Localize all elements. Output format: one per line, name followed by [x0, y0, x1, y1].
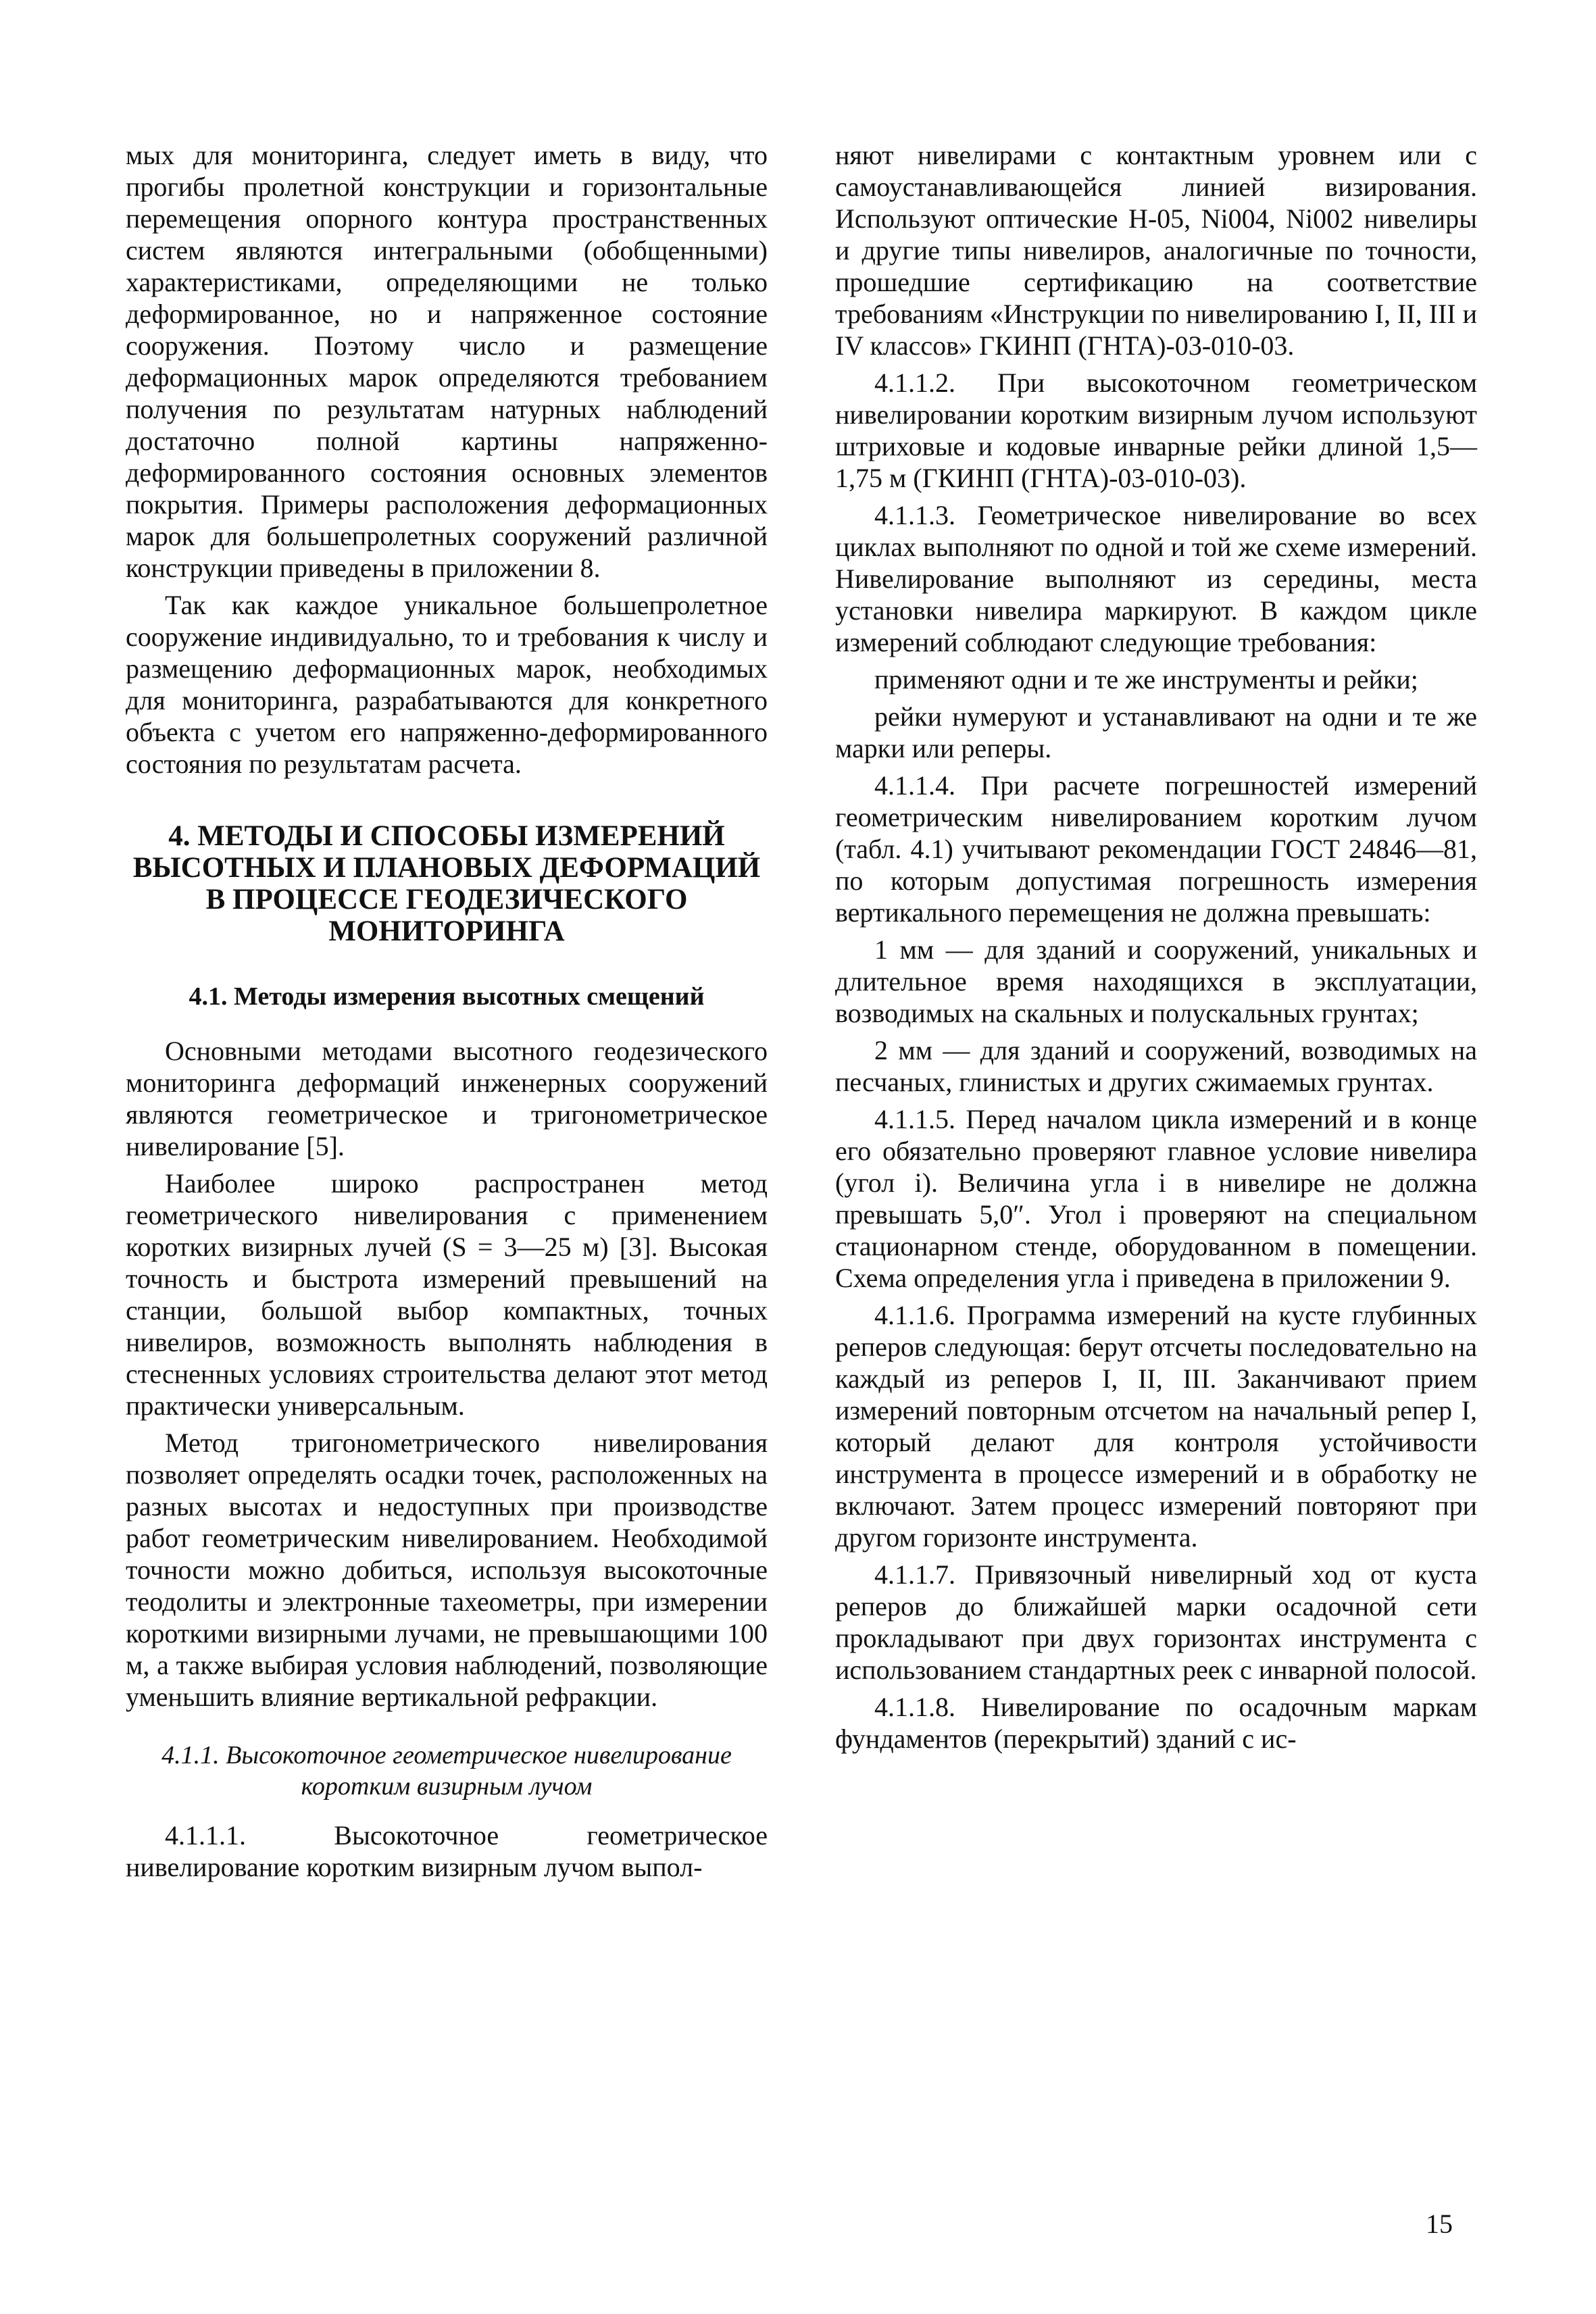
paragraph: 4.1.1.6. Программа измерений на кусте глубинных реперов следующая: берут отсчеты последовательно на каждый из реперов I, II, III. Заканчивают прием измерений повторным отсчетом на начальный репер I, который делают для контроля устойчивости инструмента в процессе измерений и в обработку не включают. Затем процесс измерений повторяют при другом горизонте инструмента. [835, 1300, 1477, 1553]
subsubsection-heading: 4.1.1. Высокоточное геометрическое нивелирование коротким визирным лучом [161, 1741, 732, 1801]
paragraph: 4.1.1.2. При высокоточном геометрическом нивелировании коротким визирным лучом используют штриховые и кодовые инварные рейки длиной 1,5—1,75 м (ГКИНП (ГНТА)-03-010-03). [835, 368, 1477, 493]
paragraph: 4.1.1.8. Нивелирование по осадочным маркам фундаментов (перекрытий) зданий с ис- [835, 1692, 1477, 1754]
paragraph: 4.1.1.5. Перед началом цикла измерений и в конце его обязательно проверяют главное условие нивелира (угол i). Величина угла i в нивелире не должна превышать 5,0″. Угол i проверяют на специальном стационарном стенде, оборудованном в помещении. Схема определения угла i приведена в приложении 9. [835, 1104, 1477, 1293]
paragraph: Так как каждое уникальное большепролетное сооружение индивидуально, то и требования к числу и размещению деформационных марок, необходимых для мониторинга, разрабатываются для конкретного объекта с учетом его напряженно-деформированного состояния по результатам расчета. [126, 590, 768, 779]
paragraph: 4.1.1.4. При расчете погрешностей измерений геометрическим нивелированием коротким лучом (табл. 4.1) учитывают рекомендации ГОСТ 24846—81, по которым допустимая погрешность измерения вертикального перемещения не должна превышать: [835, 770, 1477, 928]
paragraph: 4.1.1.3. Геометрическое нивелирование во всех циклах выполняют по одной и той же схеме измерений. Нивелирование выполняют из середины, места установки нивелира маркируют. В каждом цикле измерений соблюдают следующие требования: [835, 500, 1477, 657]
list-item: 1 мм — для зданий и сооружений, уникальных и длительное время находящихся в эксплуатации, возводимых на скальных и полускальных грунтах; [835, 934, 1477, 1028]
page-number: 15 [1426, 2209, 1453, 2239]
paragraph: няют нивелирами с контактным уровнем или с самоустанавливающейся линией визирования. Используют оптические Н-05, Ni004, Ni002 нивелиры и другие типы нивелиров, аналогичные по точности, прошедшие сертификацию на соответствие требованиям «Инструкции по нивелированию I, II, III и IV классов» ГКИНП (ГНТА)-03-010-03. [835, 140, 1477, 361]
paragraph: Основными методами высотного геодезического мониторинга деформаций инженерных сооружений являются геометрическое и тригонометрическое нивелирование [5]. [126, 1036, 768, 1161]
paragraph: Наиболее широко распространен метод геометрического нивелирования с применением коротких визирных лучей (S = 3—25 м) [3]. Высокая точность и быстрота измерений превышений на станции, большой выбор компактных, точных нивелиров, возможность выполнять наблюдения в стесненных условиях строительства делают этот метод практически универсальным. [126, 1168, 768, 1421]
paragraph: 4.1.1.1. Высокоточное геометрическое нивелирование коротким визирным лучом выпол- [126, 1820, 768, 1882]
list-item: применяют одни и те же инструменты и рейки; [874, 664, 1418, 695]
paragraph: Метод тригонометрического нивелирования позволяет определять осадки точек, расположенных на разных высотах и недоступных при производстве работ геометрическим нивелированием. Необходимой точности можно добиться, используя высокоточные теодолиты и электронные тахеометры, при измерении короткими визирными лучами, не превышающими 100 м, а также выбирая условия наблюдений, позволяющие уменьшить влияние вертикальной рефракции. [126, 1428, 768, 1712]
paragraph: 4.1.1.7. Привязочный нивелирный ход от куста реперов до ближайшей марки осадочной сети прокладывают при двух горизонтах инструмента с использованием стандартных реек с инварной полосой. [835, 1559, 1477, 1685]
section-heading: 4. МЕТОДЫ И СПОСОБЫ ИЗМЕРЕНИЙ ВЫСОТНЫХ И ПЛАНОВЫХ ДЕФОРМАЦИЙ В ПРОЦЕССЕ ГЕОДЕЗИЧЕСКОГО МОНИТОРИНГА [132, 820, 761, 947]
right-column [835, 139, 1477, 1760]
subsection-heading: 4.1. Методы измерения высотных смещений [189, 982, 705, 1011]
left-column [126, 139, 768, 1888]
paragraph: мых для мониторинга, следует иметь в виду, что прогибы пролетной конструкции и горизонтальные перемещения опорного контура пространственных систем являются интегральными (обобщенными) характеристиками, определяющими не только деформированное, но и напряженное состояние сооружения. Поэтому число и размещение деформационных марок определяются требованием получения по результатам натурных наблюдений достаточно полной картины напряженно-деформированного состояния основных элементов покрытия. Примеры расположения деформационных марок для большепролетных сооружений различной конструкции приведены в приложении 8. [126, 140, 768, 583]
list-item: рейки нумеруют и устанавливают на одни и те же марки или реперы. [835, 701, 1477, 763]
list-item: 2 мм — для зданий и сооружений, возводимых на песчаных, глинистых и других сжимаемых грунтах. [835, 1035, 1477, 1097]
